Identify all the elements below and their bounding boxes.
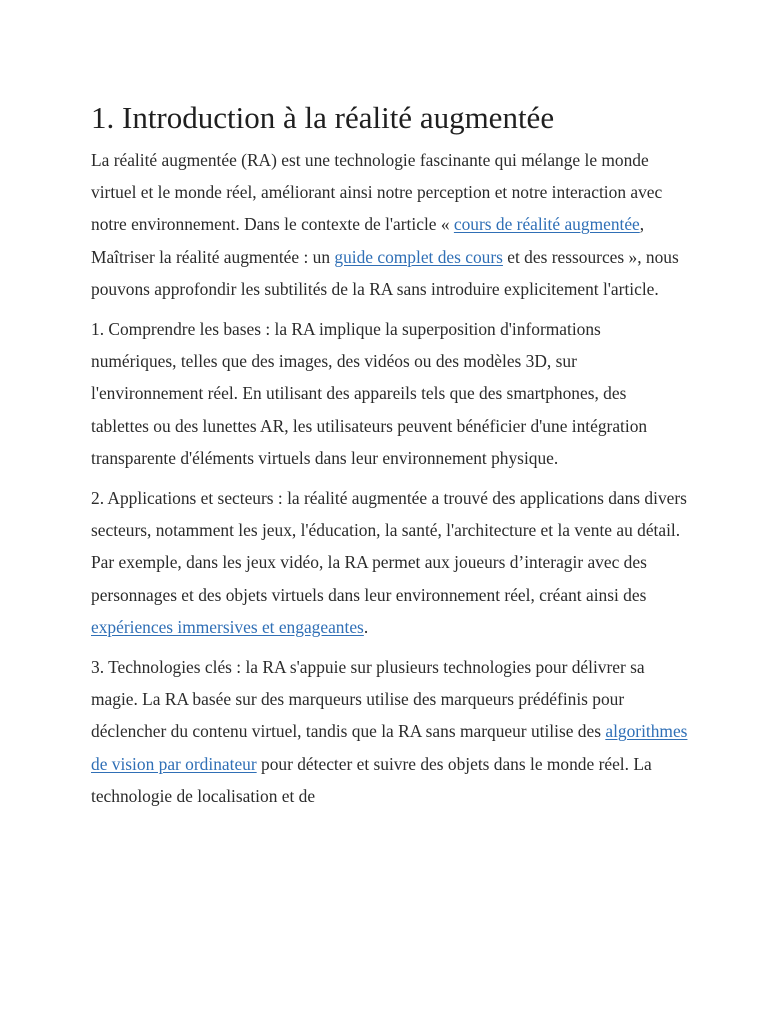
intro-text-3: et des ressources », nous pouvons approfondir les subtilités de la RA sans introduire explicitement l'article.	[91, 246, 679, 299]
intro-text-2: , Maîtriser la réalité augmentée : un	[91, 214, 645, 267]
technologies-text-1: 3. Technologies clés : la RA s'appuie sur plusieurs technologies pour délivrer sa magie. La RA basée sur des marqueurs utilise des marqueurs prédéfinis pour déclencher du contenu virtuel, tandis que la RA sans marqueur utilise des	[91, 657, 645, 742]
applications-paragraph	[91, 482, 688, 643]
applications-text-2: .	[363, 616, 369, 637]
basics-paragraph: 1. Comprendre les bases : la RA implique la superposition d'informations numériques, telles que des images, des vidéos ou des modèles 3D, sur l'environnement réel. En utilisant des appareils tels que des smartphones, des tablettes ou des lunettes AR, les utilisateurs peuvent bénéficier d'une intégration transparente d'éléments virtuels dans leur environnement physique.	[91, 319, 648, 468]
link-guide-complet-des-cours[interactable]: guide complet des cours	[334, 246, 503, 267]
link-algorithmes-vision[interactable]: algorithmes de vision par ordinateur	[91, 721, 688, 774]
intro-paragraph	[91, 144, 688, 305]
section-heading: 1. Introduction à la réalité augmentée	[91, 100, 555, 135]
technologies-paragraph	[91, 651, 688, 812]
link-experiences-immersives[interactable]: expériences immersives et engageantes	[91, 616, 364, 637]
technologies-text-2: pour détecter et suivre des objets dans le monde réel. La technologie de localisation et de	[91, 753, 652, 806]
link-cours-realite-augmentee[interactable]: cours de réalité augmentée	[453, 214, 640, 235]
intro-text-1: La réalité augmentée (RA) est une technologie fascinante qui mélange le monde virtuel et le monde réel, améliorant ainsi notre perception et notre interaction avec notre environnement. Dans le contexte de l'article «	[91, 150, 663, 235]
applications-text-1: 2. Applications et secteurs : la réalité augmentée a trouvé des applications dans divers secteurs, notamment les jeux, l'éducation, la santé, l'architecture et la vente au détail. Par exemple, dans les jeux vidéo, la RA permet aux joueurs d’interagir avec des personnages et des objets virtuels dans leur environnement réel, créant ainsi des	[91, 488, 687, 605]
